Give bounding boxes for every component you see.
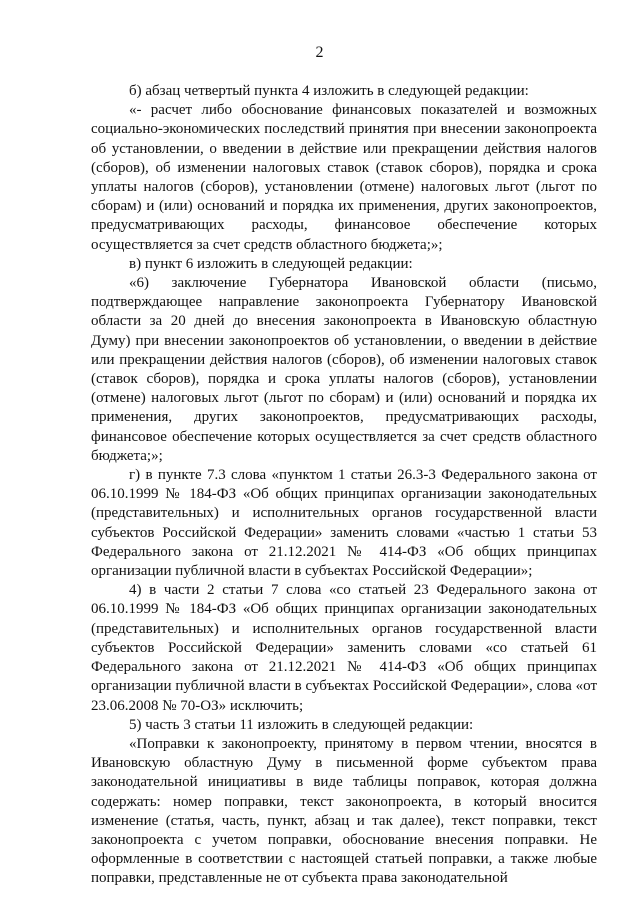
page-number: 2 [315, 44, 324, 61]
paragraph-quoted-governor-conclusion: «6) заключение Губернатора Ивановской области (письмо, подтверждающее направление законопроекта Губернатору Ивановской области за 20 дней до внесения законопроекта в Ивановскую областную Думу) при внесении законопроектов об установлении, о введении в действие или прекращении действия налогов (сборов), об изменении налоговых ставок (ставок сборов), порядка и срока уплаты налогов (сборов), установлении (отмене) налоговых льгот (льгот по сборам) и (или) оснований и порядка их применения, других законопроектов, предусматривающих расходы, финансовое обеспечение которых осуществляется за счет средств областного бюджета;»; [91, 275, 597, 464]
document-body [91, 82, 597, 889]
paragraph-subitem-g: г) в пункте 7.3 слова «пунктом 1 статьи 26.3-3 Федерального закона от 06.10.1999 № 184-ФЗ «Об общих принципах организации законодательных (представительных) и исполнительных органов государственной власти субъектов Российской Федерации» заменить словами «частью 1 статьи 53 Федерального закона от 21.12.2021 № 414-ФЗ «Об общих принципах организации публичной власти в субъектах Российской Федерации»; [91, 467, 597, 580]
paragraph-quoted-financial-justification: «- расчет либо обоснование финансовых показателей и возможных социально-экономических последствий принятия при внесении законопроекта об установлении, о введении в действие или прекращении действия налогов (сборов), об изменении налоговых ставок (ставок сборов), порядка и срока уплаты налогов (сборов), установлении (отмене) налоговых льгот (льгот по сборам) и (или) оснований и порядка их применения, других законопроектов, предусматривающих расходы, финансовое обеспечение которых осуществляется за счет средств областного бюджета;»; [91, 102, 597, 253]
paragraph-subitem-b: б) абзац четвертый пункта 4 изложить в следующей редакции: [129, 83, 529, 99]
paragraph-quoted-amendments: «Поправки к законопроекту, принятому в первом чтении, вносятся в Ивановскую областную Думу в письменной форме субъектом права законодательной инициативы в виде таблицы поправок, которая должна содержать: номер поправки, текст законопроекта, в который вносится изменение (статья, часть, пункт, абзац и так далее), текст поправки, текст законопроекта с учетом поправки, обоснование внесения поправки. Не оформленные в соответствии с настоящей статьей поправки, а также любые поправки, представленные не от субъекта права законодательной [91, 735, 597, 887]
paragraph-item-4: 4) в части 2 статьи 7 слова «со статьей 23 Федерального закона от 06.10.1999 № 184-ФЗ «Об общих принципах организации законодательных (представительных) и исполнительных органов государственной власти субъектов Российской Федерации» заменить словами «со статьей 61 Федерального закона от 21.12.2021 № 414-ФЗ «Об общих принципах организации публичной власти в субъектах Российской Федерации», слова «от 23.06.2008 № 70-ОЗ» исключить; [91, 582, 597, 714]
paragraph-item-5: 5) часть 3 статьи 11 изложить в следующей редакции: [129, 716, 474, 733]
paragraph-subitem-v: в) пункт 6 изложить в следующей редакции: [129, 255, 413, 272]
